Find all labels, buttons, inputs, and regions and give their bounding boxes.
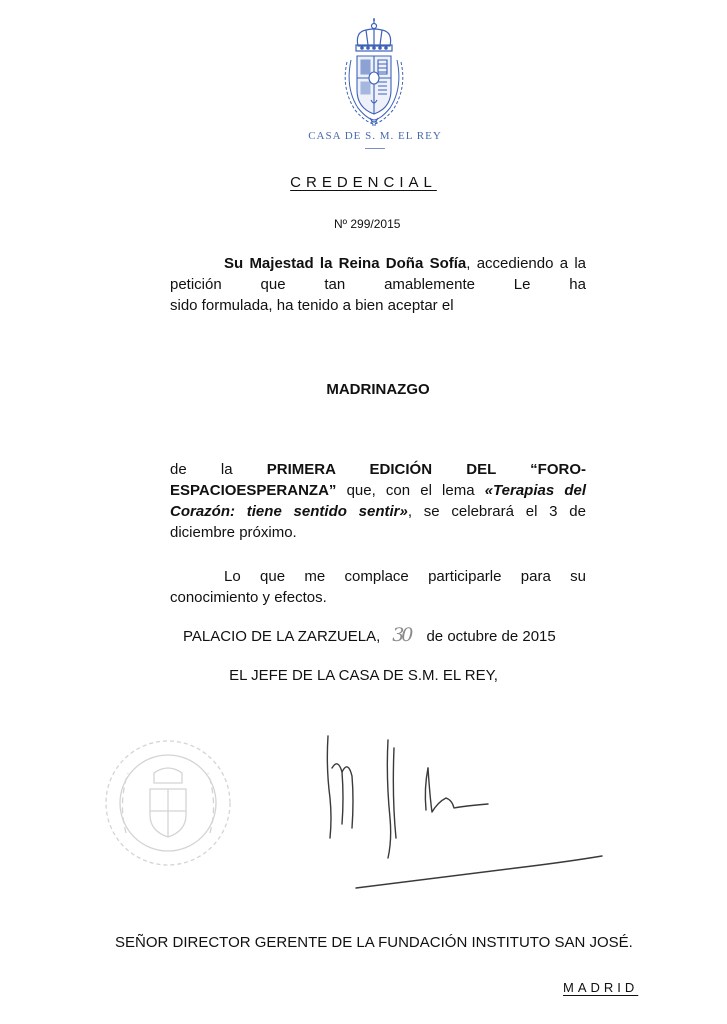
paragraph-event-part1: de la (170, 461, 267, 478)
paragraph-acceptance-lead (170, 253, 586, 295)
signatory-title: EL JEFE DE LA CASA DE S.M. EL REY, (229, 667, 498, 684)
handwritten-day: 30 (392, 624, 411, 646)
event-motto: «Terapias del Corazón: tiene sentido sentir» (170, 482, 587, 520)
date-rest: de octubre de 2015 (422, 628, 556, 645)
paragraph-event-part2: que, con el lema (336, 482, 485, 499)
header-divider (365, 148, 385, 149)
role-heading: MADRINAZGO (326, 381, 430, 398)
paragraph-closing-rest: conocimiento y efectos. (170, 589, 327, 606)
handwritten-signature (316, 728, 606, 898)
city-name: MADRID (563, 980, 639, 995)
paragraph-event (170, 459, 586, 543)
seal-icon (98, 733, 238, 873)
crest-icon (333, 18, 417, 130)
place-name: PALACIO DE LA ZARZUELA, (183, 628, 381, 645)
document-title-text: CREDENCIAL (290, 174, 437, 191)
place-and-date (183, 624, 556, 646)
paragraph-acceptance (170, 253, 586, 316)
document-title (0, 174, 727, 191)
royal-house-name: CASA DE S. M. EL REY (308, 130, 442, 142)
event-name: PRIMERA EDICIÓN DEL “FORO-ESPACIOESPERANZA” (170, 461, 586, 499)
paragraph-closing-lead: Lo que me complace participarle para su (224, 568, 586, 585)
royal-crest-emblem (333, 18, 417, 130)
signature-icon (316, 728, 606, 898)
paragraph-closing (170, 566, 586, 608)
paragraph-acceptance-rest: sido formulada, ha tenido a bien aceptar el (170, 297, 454, 314)
document-number: Nº 299/2015 (334, 217, 401, 231)
subject-comma: , (466, 255, 471, 272)
queen-name: Su Majestad la Reina Doña Sofía (224, 255, 467, 272)
embossed-seal (98, 733, 238, 873)
addressee-line: SEÑOR DIRECTOR GERENTE DE LA FUNDACIÓN INSTITUTO SAN JOSÉ. (115, 934, 633, 951)
paragraph-event-part3: , se celebrará el 3 de diciembre próximo. (170, 503, 586, 541)
paragraph-acceptance-lead-rest: accediendo a la petición que tan amablemente Le ha (170, 255, 587, 293)
